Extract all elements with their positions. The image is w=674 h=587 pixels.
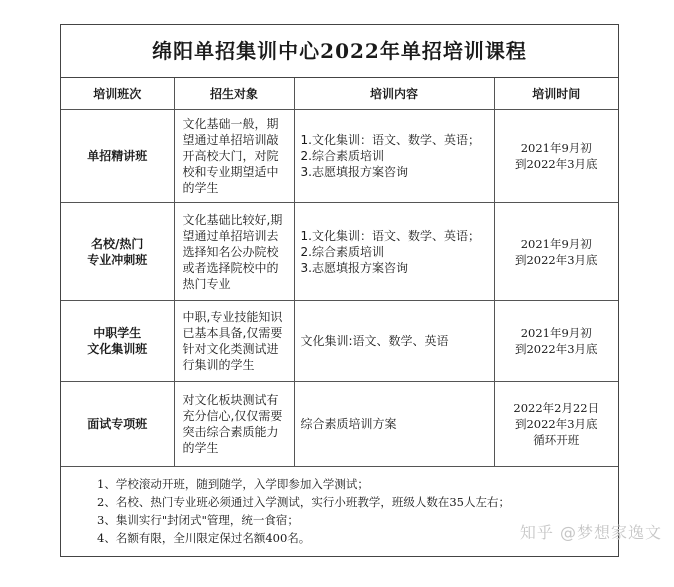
target-cell-line: 的学生 bbox=[182, 181, 219, 195]
note-1: 1、学校滚动开班，随到随学，入学即参加入学测试； bbox=[97, 477, 369, 491]
note-3: 3、集训实行"封闭式"管理，统一食宿； bbox=[97, 513, 299, 527]
content-cell bbox=[294, 110, 494, 203]
target-cell-line: 文化基础一般，期 bbox=[182, 117, 279, 131]
target-cell-line: 行集训的学生 bbox=[182, 358, 255, 372]
class-name-cell-line: 专业冲刺班 bbox=[87, 252, 148, 267]
time-cell-line: 循环开班 bbox=[533, 433, 580, 447]
time-cell-line: 2021年9月初 bbox=[520, 326, 592, 340]
class-name-cell-line: 文化集训班 bbox=[87, 342, 148, 356]
header-target: 招生对象 bbox=[174, 78, 294, 110]
note-2: 2、名校、热门专业班必须通过入学测试，实行小班教学，班级人数在35人左右； bbox=[97, 495, 510, 509]
class-name-cell-line: 名校/热门 bbox=[91, 236, 144, 251]
target-cell-line: 选择知名公办院校 bbox=[182, 244, 279, 259]
class-name-cell bbox=[61, 382, 174, 467]
time-cell bbox=[494, 110, 618, 203]
target-cell-line: 的学生 bbox=[182, 441, 219, 455]
target-cell-line: 校和专业期望适中 bbox=[182, 165, 279, 179]
content-cell-line: 2.综合素质培训 bbox=[300, 149, 384, 163]
note-4: 4、名额有限，全川限定保过名额400名。 bbox=[97, 531, 311, 545]
content-cell-line: 1.文化集训：语文、数学、英语； bbox=[300, 133, 480, 147]
target-cell bbox=[174, 301, 294, 382]
table-row bbox=[61, 382, 618, 467]
content-cell bbox=[294, 203, 494, 301]
page-title: 绵阳单招集训中心2022年单招培训课程 bbox=[61, 25, 618, 78]
content-cell-line: 文化集训:语文、数学、英语 bbox=[300, 334, 449, 348]
content-cell bbox=[294, 382, 494, 467]
course-table bbox=[61, 78, 618, 467]
time-cell-line: 到2022年3月底 bbox=[514, 252, 598, 267]
target-cell-line: 针对文化类测试进 bbox=[182, 342, 279, 356]
class-name-cell-line: 面试专项班 bbox=[87, 417, 148, 431]
target-cell-line: 中职,专业技能知识 bbox=[182, 310, 283, 324]
content-cell-line: 3.志愿填报方案咨询 bbox=[300, 260, 408, 275]
target-cell-line: 对文化板块测试有 bbox=[182, 393, 279, 407]
target-cell-line: 文化基础比较好,期 bbox=[182, 212, 283, 227]
table-row bbox=[61, 301, 618, 382]
content-cell-line: 1.文化集训：语文、数学、英语； bbox=[300, 228, 480, 243]
target-cell bbox=[174, 110, 294, 203]
target-cell-line: 望通过单招培训敲 bbox=[182, 133, 279, 147]
time-cell-line: 2022年2月22日 bbox=[513, 401, 600, 415]
class-name-cell bbox=[61, 301, 174, 382]
header-class: 培训班次 bbox=[61, 78, 174, 110]
time-cell bbox=[494, 203, 618, 301]
course-sheet bbox=[60, 24, 619, 557]
class-name-cell-line: 单招精讲班 bbox=[87, 149, 148, 163]
header-time: 培训时间 bbox=[494, 78, 618, 110]
time-cell bbox=[494, 301, 618, 382]
time-cell-line: 到2022年3月底 bbox=[514, 417, 598, 431]
content-cell bbox=[294, 301, 494, 382]
content-cell-line: 3.志愿填报方案咨询 bbox=[300, 165, 408, 179]
target-cell-line: 开高校大门，对院 bbox=[182, 149, 279, 163]
content-cell-line: 2.综合素质培训 bbox=[300, 244, 384, 259]
table-row bbox=[61, 203, 618, 301]
target-cell-line: 望通过单招培训去 bbox=[182, 228, 279, 243]
time-cell-line: 到2022年3月底 bbox=[514, 157, 598, 171]
target-cell bbox=[174, 382, 294, 467]
time-cell bbox=[494, 382, 618, 467]
watermark: 知乎 @梦想家逸文 bbox=[519, 523, 662, 542]
content-cell-line: 综合素质培训方案 bbox=[300, 417, 397, 431]
target-cell-line: 突击综合素质能力 bbox=[182, 425, 279, 439]
target-cell-line: 或者选择院校中的 bbox=[182, 260, 279, 275]
target-cell bbox=[174, 203, 294, 301]
time-cell-line: 2021年9月初 bbox=[520, 236, 592, 251]
time-cell-line: 到2022年3月底 bbox=[514, 342, 598, 356]
time-cell-line: 2021年9月初 bbox=[520, 141, 592, 155]
header-content: 培训内容 bbox=[294, 78, 494, 110]
class-name-cell bbox=[61, 110, 174, 203]
target-cell-line: 充分信心,仅仅需要 bbox=[182, 409, 283, 423]
class-name-cell bbox=[61, 203, 174, 301]
target-cell-line: 热门专业 bbox=[182, 276, 231, 291]
target-cell-line: 已基本具备,仅需要 bbox=[182, 326, 283, 340]
table-row bbox=[61, 110, 618, 203]
table-header-row bbox=[61, 78, 618, 110]
class-name-cell-line: 中职学生 bbox=[93, 326, 142, 340]
